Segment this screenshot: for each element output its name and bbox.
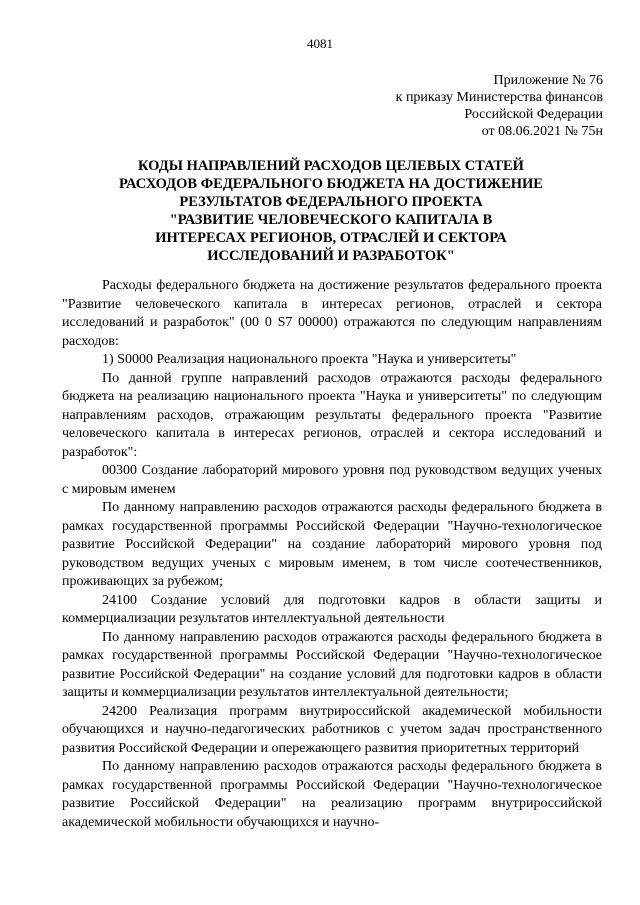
- title-line: ИССЛЕДОВАНИЙ И РАЗРАБОТОК": [207, 248, 455, 264]
- page-number: 4081: [307, 36, 333, 51]
- title-line: РЕЗУЛЬТАТОВ ФЕДЕРАЛЬНОГО ПРОЕКТА: [179, 194, 483, 210]
- title-line: ИНТЕРЕСАХ РЕГИОНОВ, ОТРАСЛЕЙ И СЕКТОРА: [155, 230, 507, 246]
- expense-code-description: По данному направлению расходов отражаются расходы федерального бюджета в рамках государственной программы Российской Федерации "Научно-технологическое развитие Российской Федерации" на создание условий для подготовки кадров в области защиты и коммерциализации результатов интеллектуальной деятельности;: [62, 629, 602, 700]
- section-heading: 1) S0000 Реализация национального проекта "Наука и университеты": [102, 352, 517, 367]
- document-body: [62, 277, 602, 832]
- appendix-line: Российской Федерации: [464, 107, 603, 122]
- title-line: РАСХОДОВ ФЕДЕРАЛЬНОГО БЮДЖЕТА НА ДОСТИЖЕНИЕ: [119, 176, 543, 192]
- expense-code-heading: 24200 Реализация программ внутрироссийской академической мобильности обучающихся и научно-педагогических работников с учетом задач пространственного развития Российской Федерации и опережающего развития приоритетных территорий: [62, 703, 602, 756]
- document-title: [60, 157, 602, 265]
- title-line: КОДЫ НАПРАВЛЕНИЙ РАСХОДОВ ЦЕЛЕВЫХ СТАТЕЙ: [138, 158, 524, 174]
- expense-code-description: По данному направлению расходов отражаются расходы федерального бюджета в рамках государственной программы Российской Федерации "Научно-технологическое развитие Российской Федерации" на создание лабораторий мирового уровня под руководством ведущих ученых с мировым именем, в том числе соотечественников, проживающих за рубежом;: [62, 500, 602, 589]
- appendix-line: от 08.06.2021 № 75н: [481, 124, 603, 139]
- intro-paragraph: Расходы федерального бюджета на достижение результатов федерального проекта "Развитие человеческого капитала в интересах регионов, отраслей и сектора исследований и разработок" (00 0 S7 00000) отражаются по следующим направлениям расходов:: [62, 278, 602, 349]
- expense-code-heading: 24100 Создание условий для подготовки кадров в области защиты и коммерциализации результатов интеллектуальной деятельности: [62, 592, 602, 626]
- appendix-header: [343, 72, 603, 140]
- expense-code-heading: 00300 Создание лабораторий мирового уровня под руководством ведущих ученых с мировым именем: [62, 463, 602, 497]
- appendix-line: Приложение № 76: [493, 73, 603, 88]
- title-line: "РАЗВИТИЕ ЧЕЛОВЕЧЕСКОГО КАПИТАЛА В: [169, 212, 493, 228]
- appendix-line: к приказу Министерства финансов: [395, 90, 603, 105]
- section-description: По данной группе направлений расходов отражаются расходы федерального бюджета на реализацию национального проекта "Наука и университеты" по следующим направлениям расходов, отражающим результаты федерального проекта "Развитие человеческого капитала в интересах регионов, отраслей и сектора исследований и разработок":: [62, 370, 602, 460]
- expense-code-description: По данному направлению расходов отражаются расходы федерального бюджета в рамках государственной программы Российской Федерации "Научно-технологическое развитие Российской Федерации" на реализацию программ внутрироссийской академической мобильности обучающихся и научно-: [62, 759, 602, 830]
